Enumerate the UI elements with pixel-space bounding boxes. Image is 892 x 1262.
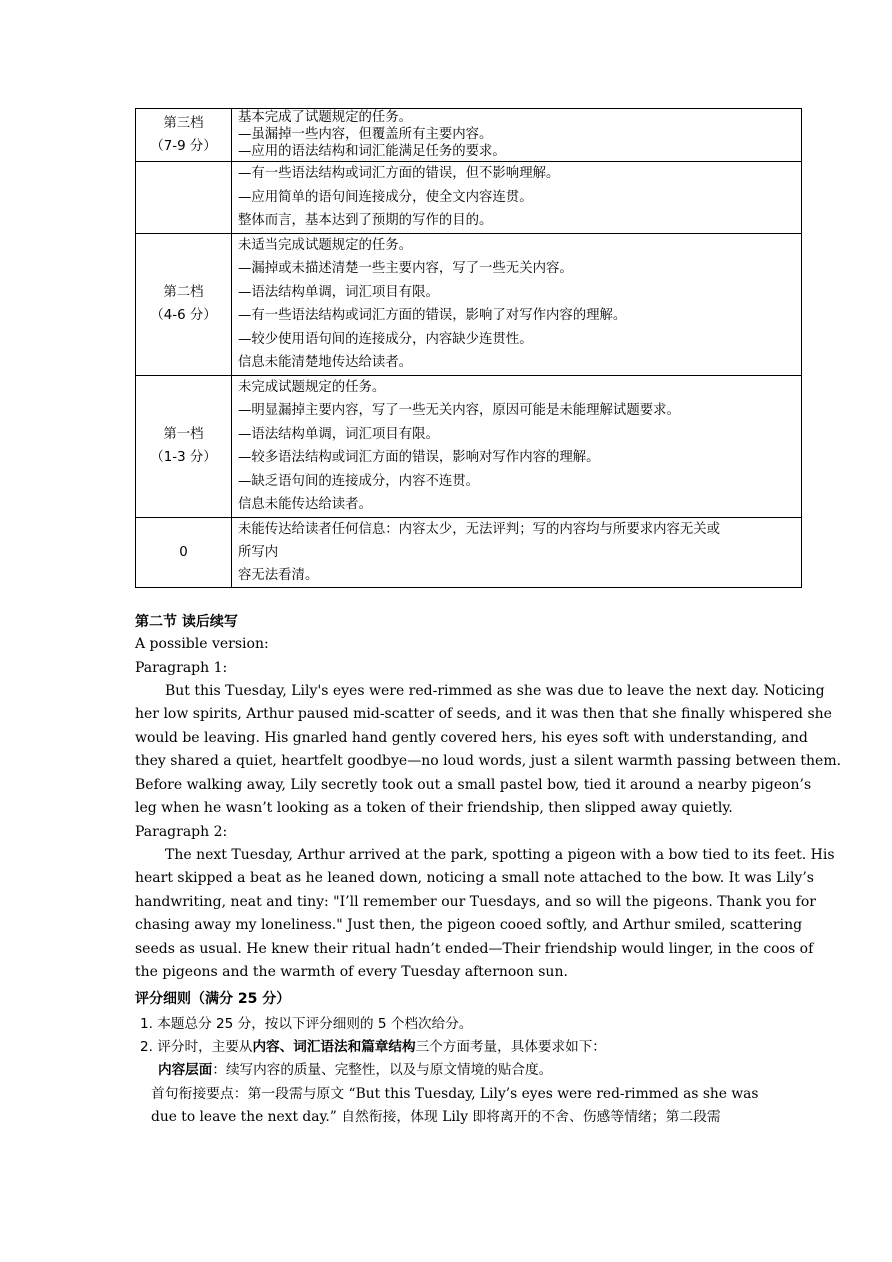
- description-line: —虽漏掉一些内容，但覆盖所有主要内容。: [238, 127, 493, 142]
- paragraph-line: her low spirits, Arthur paused mid-scatter of seeds, and it was then that she finally whispered she: [135, 706, 832, 722]
- paragraph-line: The next Tuesday, Arthur arrived at the park, spotting a pigeon with a bow tied to its feet. His: [165, 847, 835, 863]
- description-line: —应用的语法结构和词汇能满足任务的要求。: [238, 144, 506, 159]
- description-line: 信息未能传达给读者。: [238, 497, 372, 512]
- description-cell: [232, 162, 802, 234]
- grade-score: （4-6 分）: [150, 308, 217, 323]
- first-sentence-requirement: 首句衔接要点：第一段需与原文 “But this Tuesday, Lily’s eyes were red-rimmed as she was: [151, 1086, 759, 1102]
- paragraph-line: handwriting, neat and tiny: "I’ll remember our Tuesdays, and so will the pigeons. Thank you for: [135, 894, 816, 910]
- table-row: [136, 517, 802, 587]
- paragraph-line: Before walking away, Lily secretly took out a small pastel bow, tied it around a nearby pigeon’s: [135, 777, 812, 793]
- grade-cell: [136, 162, 232, 234]
- grade-score: （7-9 分）: [150, 139, 217, 154]
- description-cell: [232, 109, 802, 162]
- paragraph-line: leg when he wasn’t looking as a token of their friendship, then slipped away quietly.: [135, 800, 733, 816]
- description-line: 未适当完成试题规定的任务。: [238, 237, 413, 253]
- intro-text: A possible version:: [135, 636, 269, 652]
- grade-cell: [136, 233, 232, 375]
- grade-name: 第二档: [163, 285, 204, 300]
- description-line: 容无法看清。: [238, 567, 319, 583]
- description-line: —语法结构单调，词汇项目有限。: [238, 426, 439, 442]
- scoring-item: [140, 1035, 606, 1055]
- description-line: —较少使用语句间的连接成分，内容缺少连贯性。: [238, 331, 533, 347]
- rubric-table: [135, 108, 802, 588]
- description-line: —应用简单的语句间连接成分，使全文内容连贯。: [238, 189, 533, 205]
- description-line: —明显漏掉主要内容，写了一些无关内容，原因可能是未能理解试题要求。: [238, 403, 680, 418]
- description-line: —漏掉或未描述清楚一些主要内容，写了一些无关内容。: [238, 261, 573, 276]
- table-row: [136, 109, 802, 162]
- description-line: —有一些语法结构或词汇方面的错误，影响了对写作内容的理解。: [238, 308, 627, 323]
- description-line: —有一些语法结构或词汇方面的错误，但不影响理解。: [238, 166, 560, 181]
- paragraph-label: Paragraph 2:: [135, 824, 228, 840]
- scoring-item-text: 2. 评分时，主要从: [140, 1039, 253, 1055]
- description-line: 信息未能清楚地传达给读者。: [238, 355, 413, 370]
- description-line: 未完成试题规定的任务。: [238, 379, 386, 395]
- scoring-item: 1. 本题总分 25 分，按以下评分细则的 5 个档次给分。: [140, 1016, 473, 1032]
- grade-name: 第三档: [163, 116, 204, 131]
- paragraph-line: heart skipped a beat as he leaned down, noticing a small note attached to the bow. It was Lily’s: [135, 870, 814, 886]
- paragraph-label: Paragraph 1:: [135, 660, 228, 676]
- scoring-heading: 评分细则（满分 25 分）: [135, 991, 291, 1007]
- description-line: 所写内: [238, 544, 279, 560]
- description-cell: [232, 233, 802, 375]
- table-row: [136, 162, 802, 234]
- paragraph-line: the pigeons and the warmth of every Tuesday afternoon sun.: [135, 964, 568, 980]
- content-label: 内容层面: [158, 1062, 213, 1078]
- paragraph-line: would be leaving. His gnarled hand gently covered hers, his eyes soft with understanding, and: [135, 730, 808, 746]
- description-cell: [232, 517, 802, 587]
- scoring-item-emphasis: 内容、词汇语法和篇章结构: [252, 1039, 416, 1055]
- description-line: —较多语法结构或词汇方面的错误，影响对写作内容的理解。: [238, 450, 600, 465]
- content-criterion: [158, 1058, 552, 1078]
- paragraph-line: seeds as usual. He knew their ritual hadn’t ended—Their friendship would linger, in the coos of: [135, 941, 814, 957]
- first-sentence-requirement: due to leave the next day.” 自然衔接，体现 Lily 即将离开的不舍、伤感等情绪；第二段需: [151, 1109, 721, 1125]
- description-line: 基本完成了试题规定的任务。: [238, 110, 413, 125]
- grade-name: 第一档: [163, 427, 204, 442]
- paragraph-line: But this Tuesday, Lily's eyes were red-rimmed as she was due to leave the next day. Noticing: [165, 683, 825, 699]
- grade-cell: [136, 517, 232, 587]
- scoring-item-text: 三个方面考量，具体要求如下：: [415, 1039, 606, 1055]
- grade-cell: [136, 109, 232, 162]
- description-cell: [232, 375, 802, 517]
- section-heading: 第二节 读后续写: [135, 614, 238, 630]
- paragraph-line: chasing away my loneliness." Just then, the pigeon cooed softly, and Arthur smiled, scattering: [135, 917, 803, 933]
- table-row: [136, 375, 802, 517]
- table-row: [136, 233, 802, 375]
- content-text: ：续写内容的质量、完整性，以及与原文情境的贴合度。: [212, 1062, 553, 1078]
- grade-cell: [136, 375, 232, 517]
- description-line: 整体而言，基本达到了预期的写作的目的。: [238, 213, 493, 228]
- grade-score: （1-3 分）: [150, 450, 217, 465]
- description-line: —语法结构单调，词汇项目有限。: [238, 284, 439, 300]
- description-line: 未能传达给读者任何信息：内容太少，无法评判；写的内容均与所要求内容无关或: [238, 521, 721, 537]
- description-line: —缺乏语句间的连接成分，内容不连贯。: [238, 473, 480, 489]
- paragraph-line: they shared a quiet, heartfelt goodbye—no loud words, just a silent warmth passing between them.: [135, 753, 842, 769]
- grade-name: 0: [179, 544, 188, 560]
